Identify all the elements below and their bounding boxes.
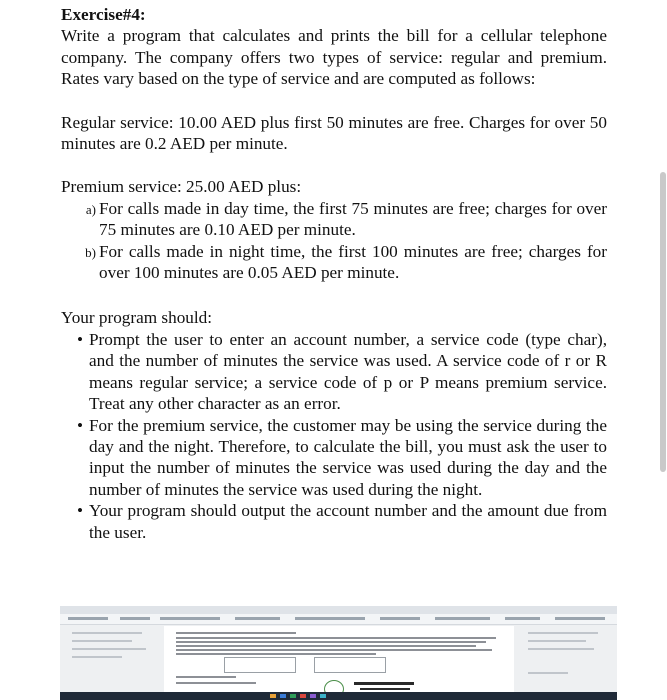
premium-service-heading: Premium service: 25.00 AED plus: bbox=[61, 177, 302, 197]
premium-item-b bbox=[61, 241, 607, 284]
left-pane bbox=[66, 628, 156, 688]
right-pane bbox=[522, 628, 612, 688]
taskbar bbox=[60, 692, 617, 700]
premium-item-text: For calls made in night time, the first 100 minutes are free; charges for over 100 minutes are 0.05 AED per minute. bbox=[99, 241, 607, 283]
exercise-title: Exercise#4: bbox=[61, 5, 146, 24]
vertical-scrollbar[interactable] bbox=[660, 172, 666, 472]
program-bullet-3 bbox=[61, 500, 607, 543]
premium-item-marker: a) bbox=[85, 201, 96, 217]
intro-paragraph: Write a program that calculates and prints the bill for a cellular telephone company. The company offers two types of service: regular and premium. Rates vary based on the type of service and are computed as follows: bbox=[61, 26, 607, 89]
app-titlebar bbox=[60, 606, 617, 614]
program-bullet-2 bbox=[61, 415, 607, 501]
bullet-icon: • bbox=[76, 329, 83, 349]
program-bullet-1 bbox=[61, 329, 607, 415]
embedded-document bbox=[164, 626, 514, 700]
bullet-text: Your program should output the account number and the amount due from the user. bbox=[89, 501, 607, 542]
embedded-table bbox=[314, 657, 386, 673]
bullet-text: For the premium service, the customer may be using the service during the day and the night. Therefore, to calculate the bill, you must ask the user to input the number of minutes the service was used during the day and the number of minutes the service was used during the night. bbox=[89, 415, 607, 499]
premium-item-a bbox=[61, 198, 607, 241]
program-heading: Your program should: bbox=[61, 308, 213, 328]
regular-service-paragraph: Regular service: 10.00 AED plus first 50 minutes are free. Charges for over 50 minutes are 0.2 AED per minute. bbox=[61, 112, 607, 154]
bullet-icon: • bbox=[76, 501, 83, 521]
bullet-icon: • bbox=[76, 415, 83, 435]
bullet-text: Prompt the user to enter an account number, a service code (type char), and the number of minutes the service was used. A service code of r or R means regular service; a service code of p or P means premium service. Treat any other character as an error. bbox=[89, 329, 607, 414]
embedded-screenshot bbox=[60, 606, 617, 700]
embedded-table bbox=[224, 657, 296, 673]
premium-item-marker: b) bbox=[85, 244, 96, 260]
exercise-content bbox=[61, 4, 607, 543]
app-ribbon bbox=[60, 614, 617, 625]
premium-item-text: For calls made in day time, the first 75 minutes are free; charges for over 75 minutes are 0.10 AED per minute. bbox=[99, 198, 607, 240]
